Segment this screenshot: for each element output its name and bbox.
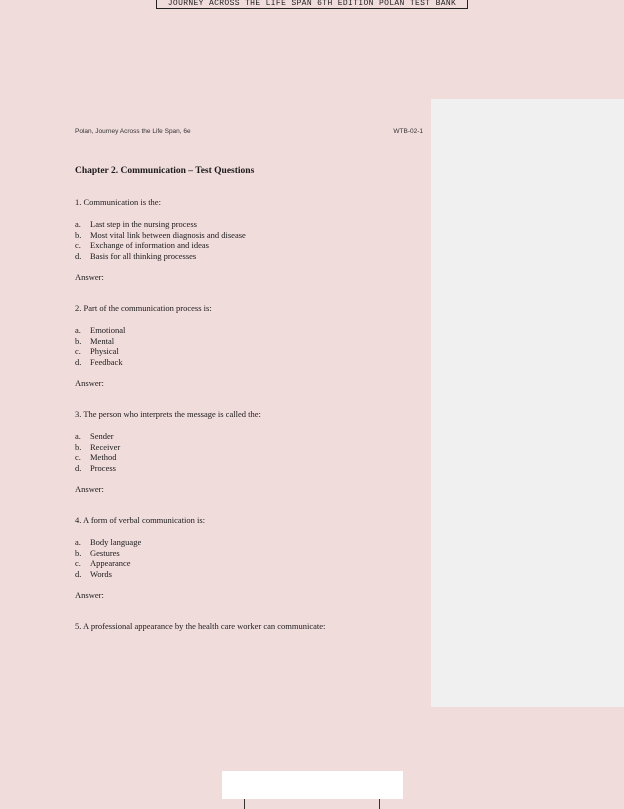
- option-c: c. Appearance: [75, 558, 131, 568]
- option-d: d. Basis for all thinking processes: [75, 250, 197, 261]
- question-1: [75, 197, 425, 283]
- question-2: [75, 303, 425, 389]
- bottom-tick-right: [379, 799, 380, 809]
- question-stem: 5. A professional appearance by the health care worker can communicate:: [75, 621, 326, 631]
- bottom-tick-left: [244, 799, 245, 809]
- option-a: a. Emotional: [75, 325, 126, 335]
- question-stem: 1. Communication is the:: [75, 197, 161, 207]
- running-head-left: Polan, Journey Across the Life Span, 6e: [75, 128, 191, 135]
- side-panel: [431, 99, 624, 707]
- answer-label: Answer:: [75, 484, 104, 494]
- option-list: [75, 325, 425, 367]
- running-head-right: WTB-02-1: [393, 128, 423, 135]
- document-banner: JOURNEY ACROSS THE LIFE SPAN 6TH EDITION POLAN TEST BANK: [156, 0, 468, 9]
- question-stem: 4. A form of verbal communication is:: [75, 515, 206, 525]
- answer-label: Answer:: [75, 272, 104, 282]
- option-b: b. Most vital link between diagnosis and disease: [75, 229, 246, 240]
- option-a: a. Sender: [75, 431, 114, 441]
- option-list: [75, 431, 425, 473]
- option-d: d. Words: [75, 568, 112, 579]
- question-3: [75, 409, 425, 495]
- option-d: d. Process: [75, 462, 116, 473]
- option-a: a. Body language: [75, 537, 142, 547]
- option-a: a. Last step in the nursing process: [75, 219, 197, 229]
- question-stem: 3. The person who interprets the message is called the:: [75, 409, 261, 419]
- option-b: b. Gestures: [75, 547, 120, 558]
- bottom-box: [222, 771, 403, 799]
- option-d: d. Feedback: [75, 356, 123, 367]
- option-b: b. Receiver: [75, 441, 121, 452]
- question-stem: 2. Part of the communication process is:: [75, 303, 212, 313]
- chapter-title: Chapter 2. Communication – Test Questions: [75, 166, 255, 176]
- question-5: [75, 621, 425, 643]
- option-c: c. Method: [75, 452, 117, 462]
- option-c: c. Exchange of information and ideas: [75, 240, 209, 250]
- answer-label: Answer:: [75, 378, 104, 388]
- option-list: [75, 219, 425, 261]
- option-c: c. Physical: [75, 346, 119, 356]
- question-4: [75, 515, 425, 601]
- option-list: [75, 537, 425, 579]
- answer-label: Answer:: [75, 590, 104, 600]
- running-head: [75, 128, 423, 135]
- option-b: b. Mental: [75, 335, 115, 346]
